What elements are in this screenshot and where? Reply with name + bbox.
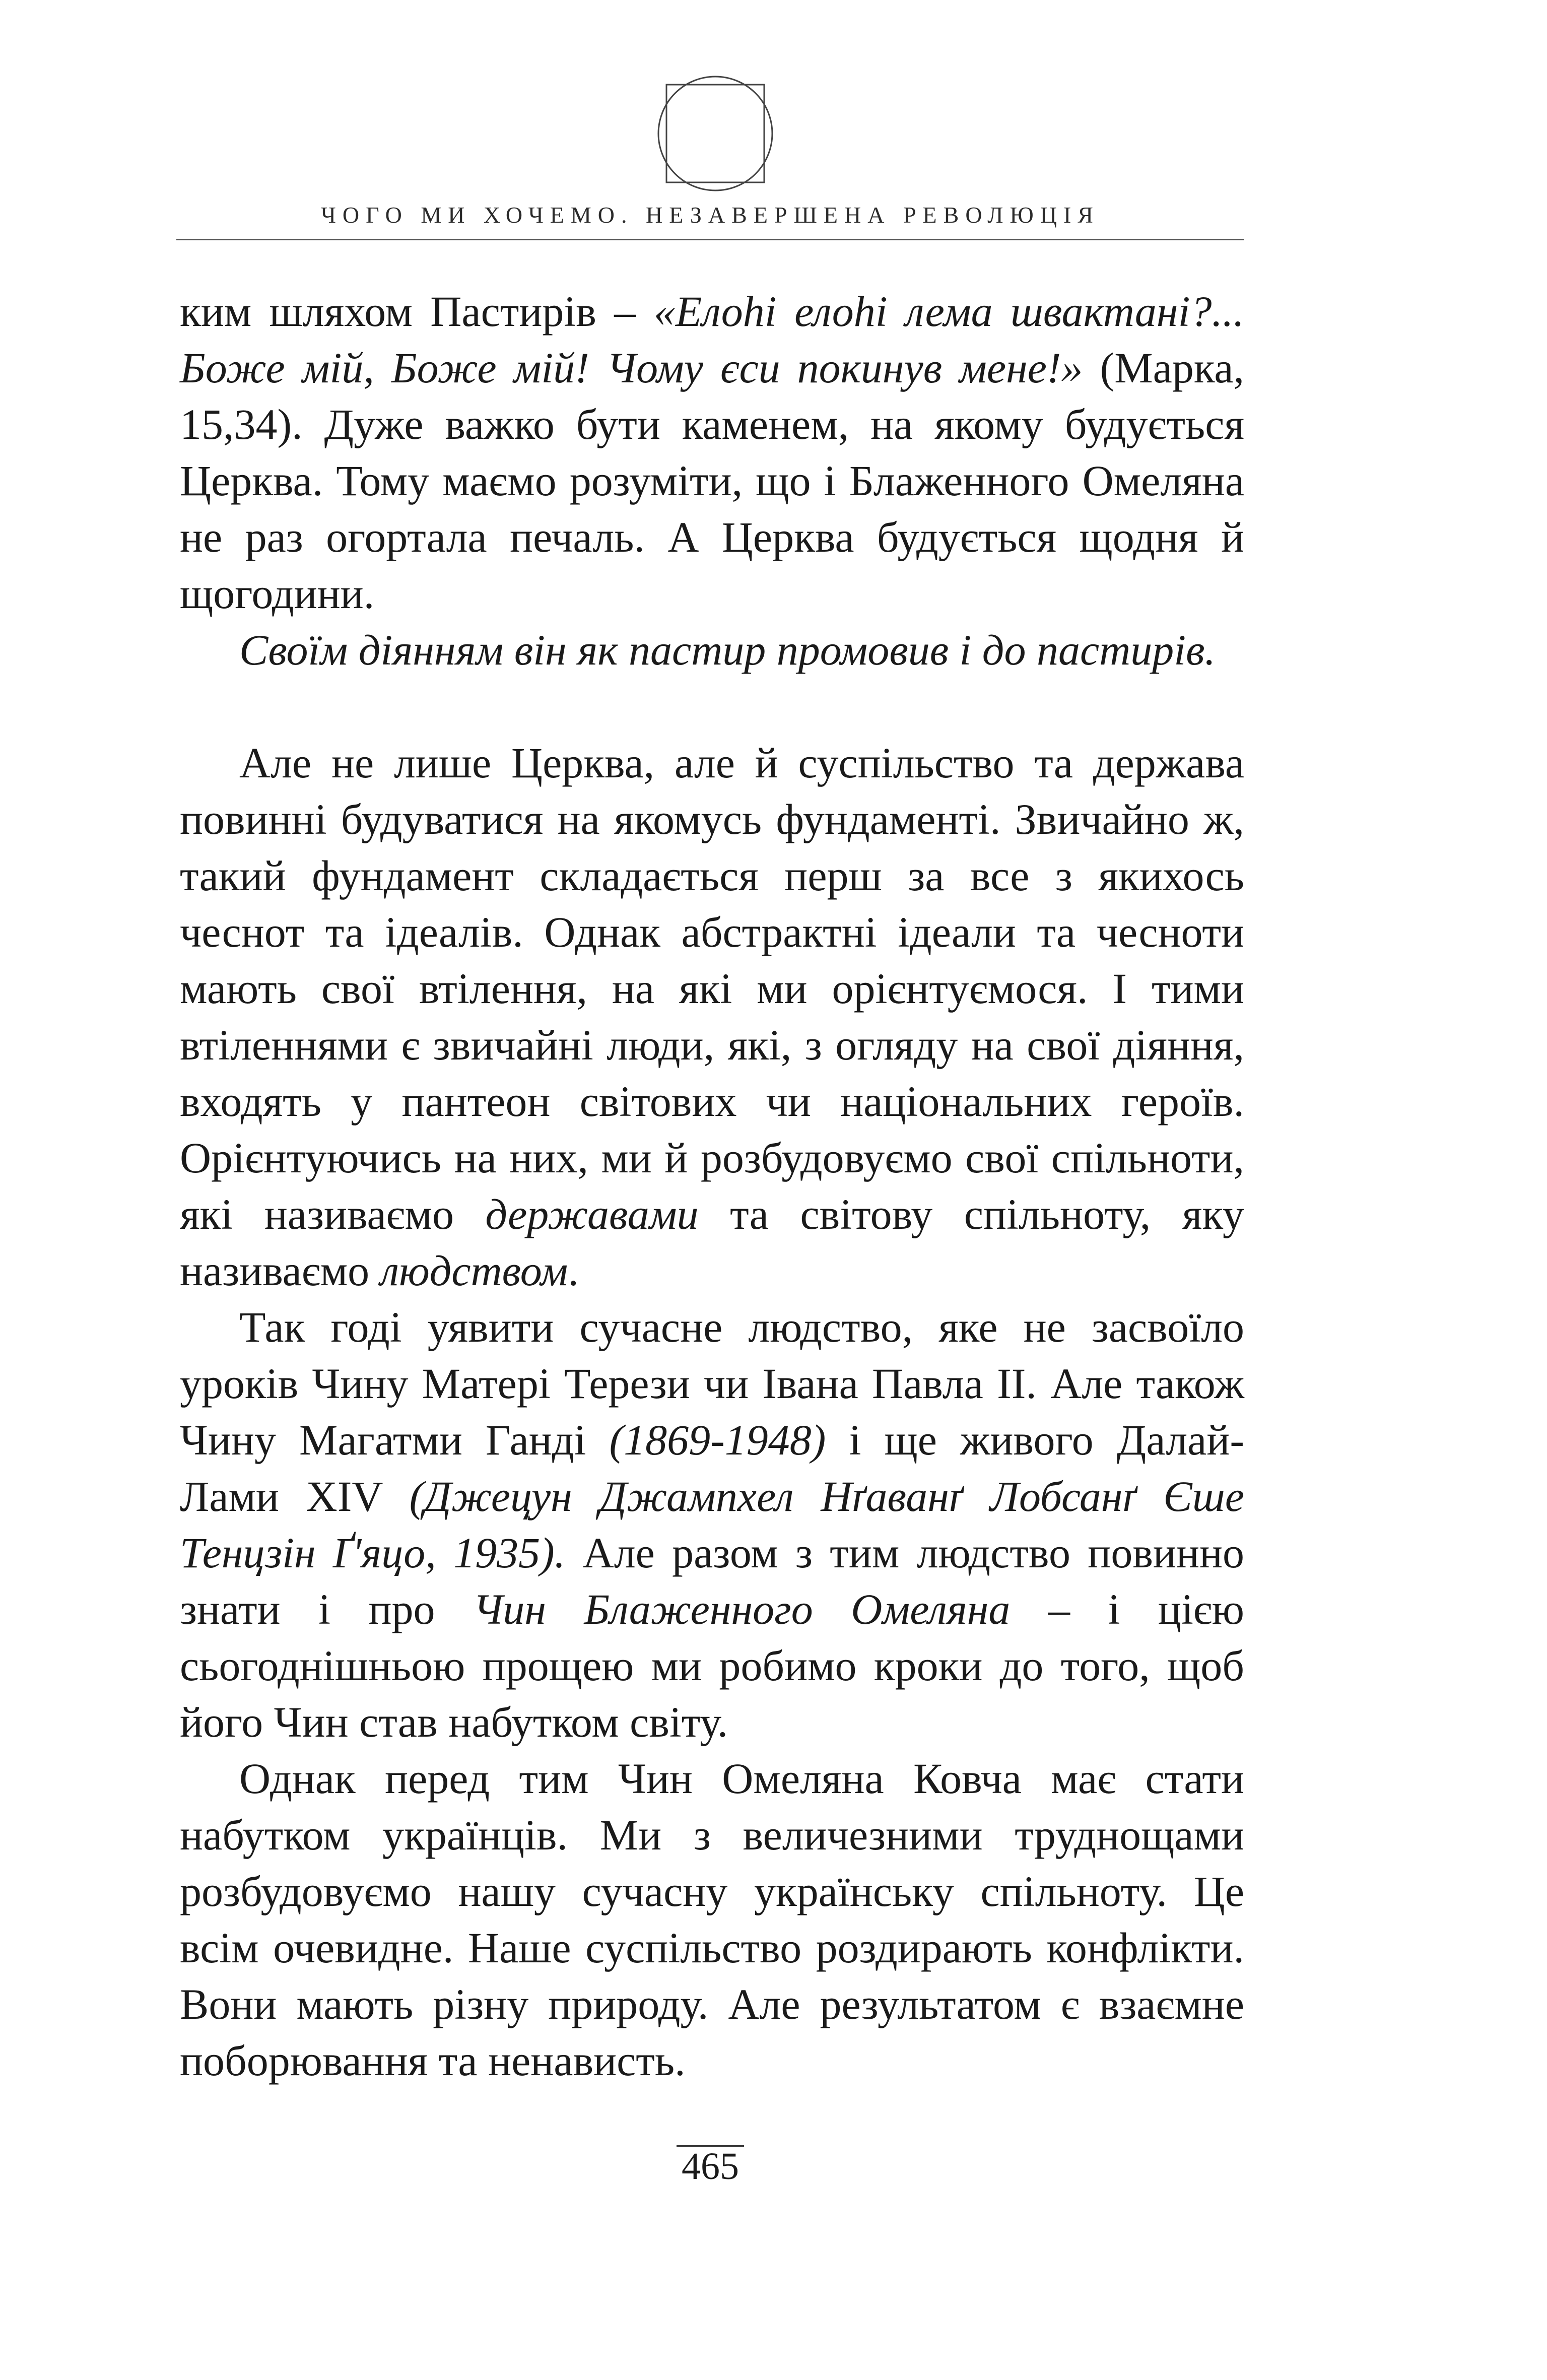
- circle-square-emblem-icon: [656, 75, 774, 192]
- paragraph: [180, 1750, 1244, 2089]
- text-run: Але не лише Церква, але й суспільство та держава повинні будуватися на якомусь фундаменті. Звичайно ж, такий фундамент складається перш за все з якихось чеснот та ідеалів. Однак абстрактні ідеали та чесноти мають свої втілення, на які ми орієнтуємося. І тими втіленнями є звичайні люди, які, з огляду на свої діяння, входять у пантеон світових чи національних героїв. Орієнтуючись на них, ми й розбудовуємо свої спільноти, які називаємо: [180, 739, 1244, 1238]
- italic-text: державами: [485, 1190, 699, 1238]
- text-run: .: [568, 1246, 579, 1295]
- paragraph: [180, 1299, 1244, 1750]
- header-rule: [176, 239, 1244, 240]
- text-run: та світову спільноту, яку називаємо: [180, 1190, 1244, 1295]
- body-text: [180, 283, 1244, 2089]
- paragraph: [180, 735, 1244, 1299]
- text-run: (Марка, 15,34). Дуже важко бути каменем, на якому будується Церква. Тому маємо розуміти, що і Блаженного Омеляна не раз огортала печаль. А Церква будується щодня й щогодини.: [180, 344, 1244, 618]
- text-run: Так годі уявити сучасне людство, яке не засвоїло уроків Чину Матері Терези чи Івана Павла ІІ. Але також Чину Магатми Ганді: [180, 1303, 1244, 1464]
- italic-text: Чин Блаженного Омеляна: [473, 1585, 1011, 1633]
- page-number: 465: [682, 2145, 739, 2188]
- paragraph: [180, 283, 1244, 622]
- text-run: і ще живого Далай-Лами XIV: [180, 1416, 1245, 1520]
- text-run: Але разом з тим людство повинно знати і про: [180, 1529, 1244, 1633]
- italic-text: «Елоhі елоhі лема швактані?... Боже мій, Боже мій! Чому єси покинув мене!»: [180, 287, 1244, 392]
- paragraph: [180, 622, 1244, 678]
- italic-text: (Джецун Джампхел Нґаванґ Лобсанґ Єше Тенцзін Ґ'яцо, 1935).: [180, 1472, 1244, 1577]
- text-run: – і цією сьогоднішньою прощею ми робимо кроки до того, щоб його Чин став набутком світу.: [180, 1585, 1244, 1746]
- running-title: ЧОГО МИ ХОЧЕМО. НЕЗАВЕРШЕНА РЕВОЛЮЦІЯ: [321, 202, 1100, 228]
- text-run: ким шляхом Пастирів –: [180, 287, 654, 336]
- italic-text: (1869-1948): [609, 1416, 826, 1464]
- italic-text: Своїм діянням він як пастир промовив і до пастирів.: [239, 626, 1216, 674]
- text-run: Однак перед тим Чин Омеляна Ковча має стати набутком українців. Ми з величезними труднощами розбудовуємо нашу сучасну українську спільноту. Це всім очевидне. Наше суспільство роздирають конфлікти. Вони мають різну природу. Але результатом є взаємне поборювання та ненависть.: [180, 1754, 1244, 2085]
- italic-text: людством: [380, 1246, 568, 1295]
